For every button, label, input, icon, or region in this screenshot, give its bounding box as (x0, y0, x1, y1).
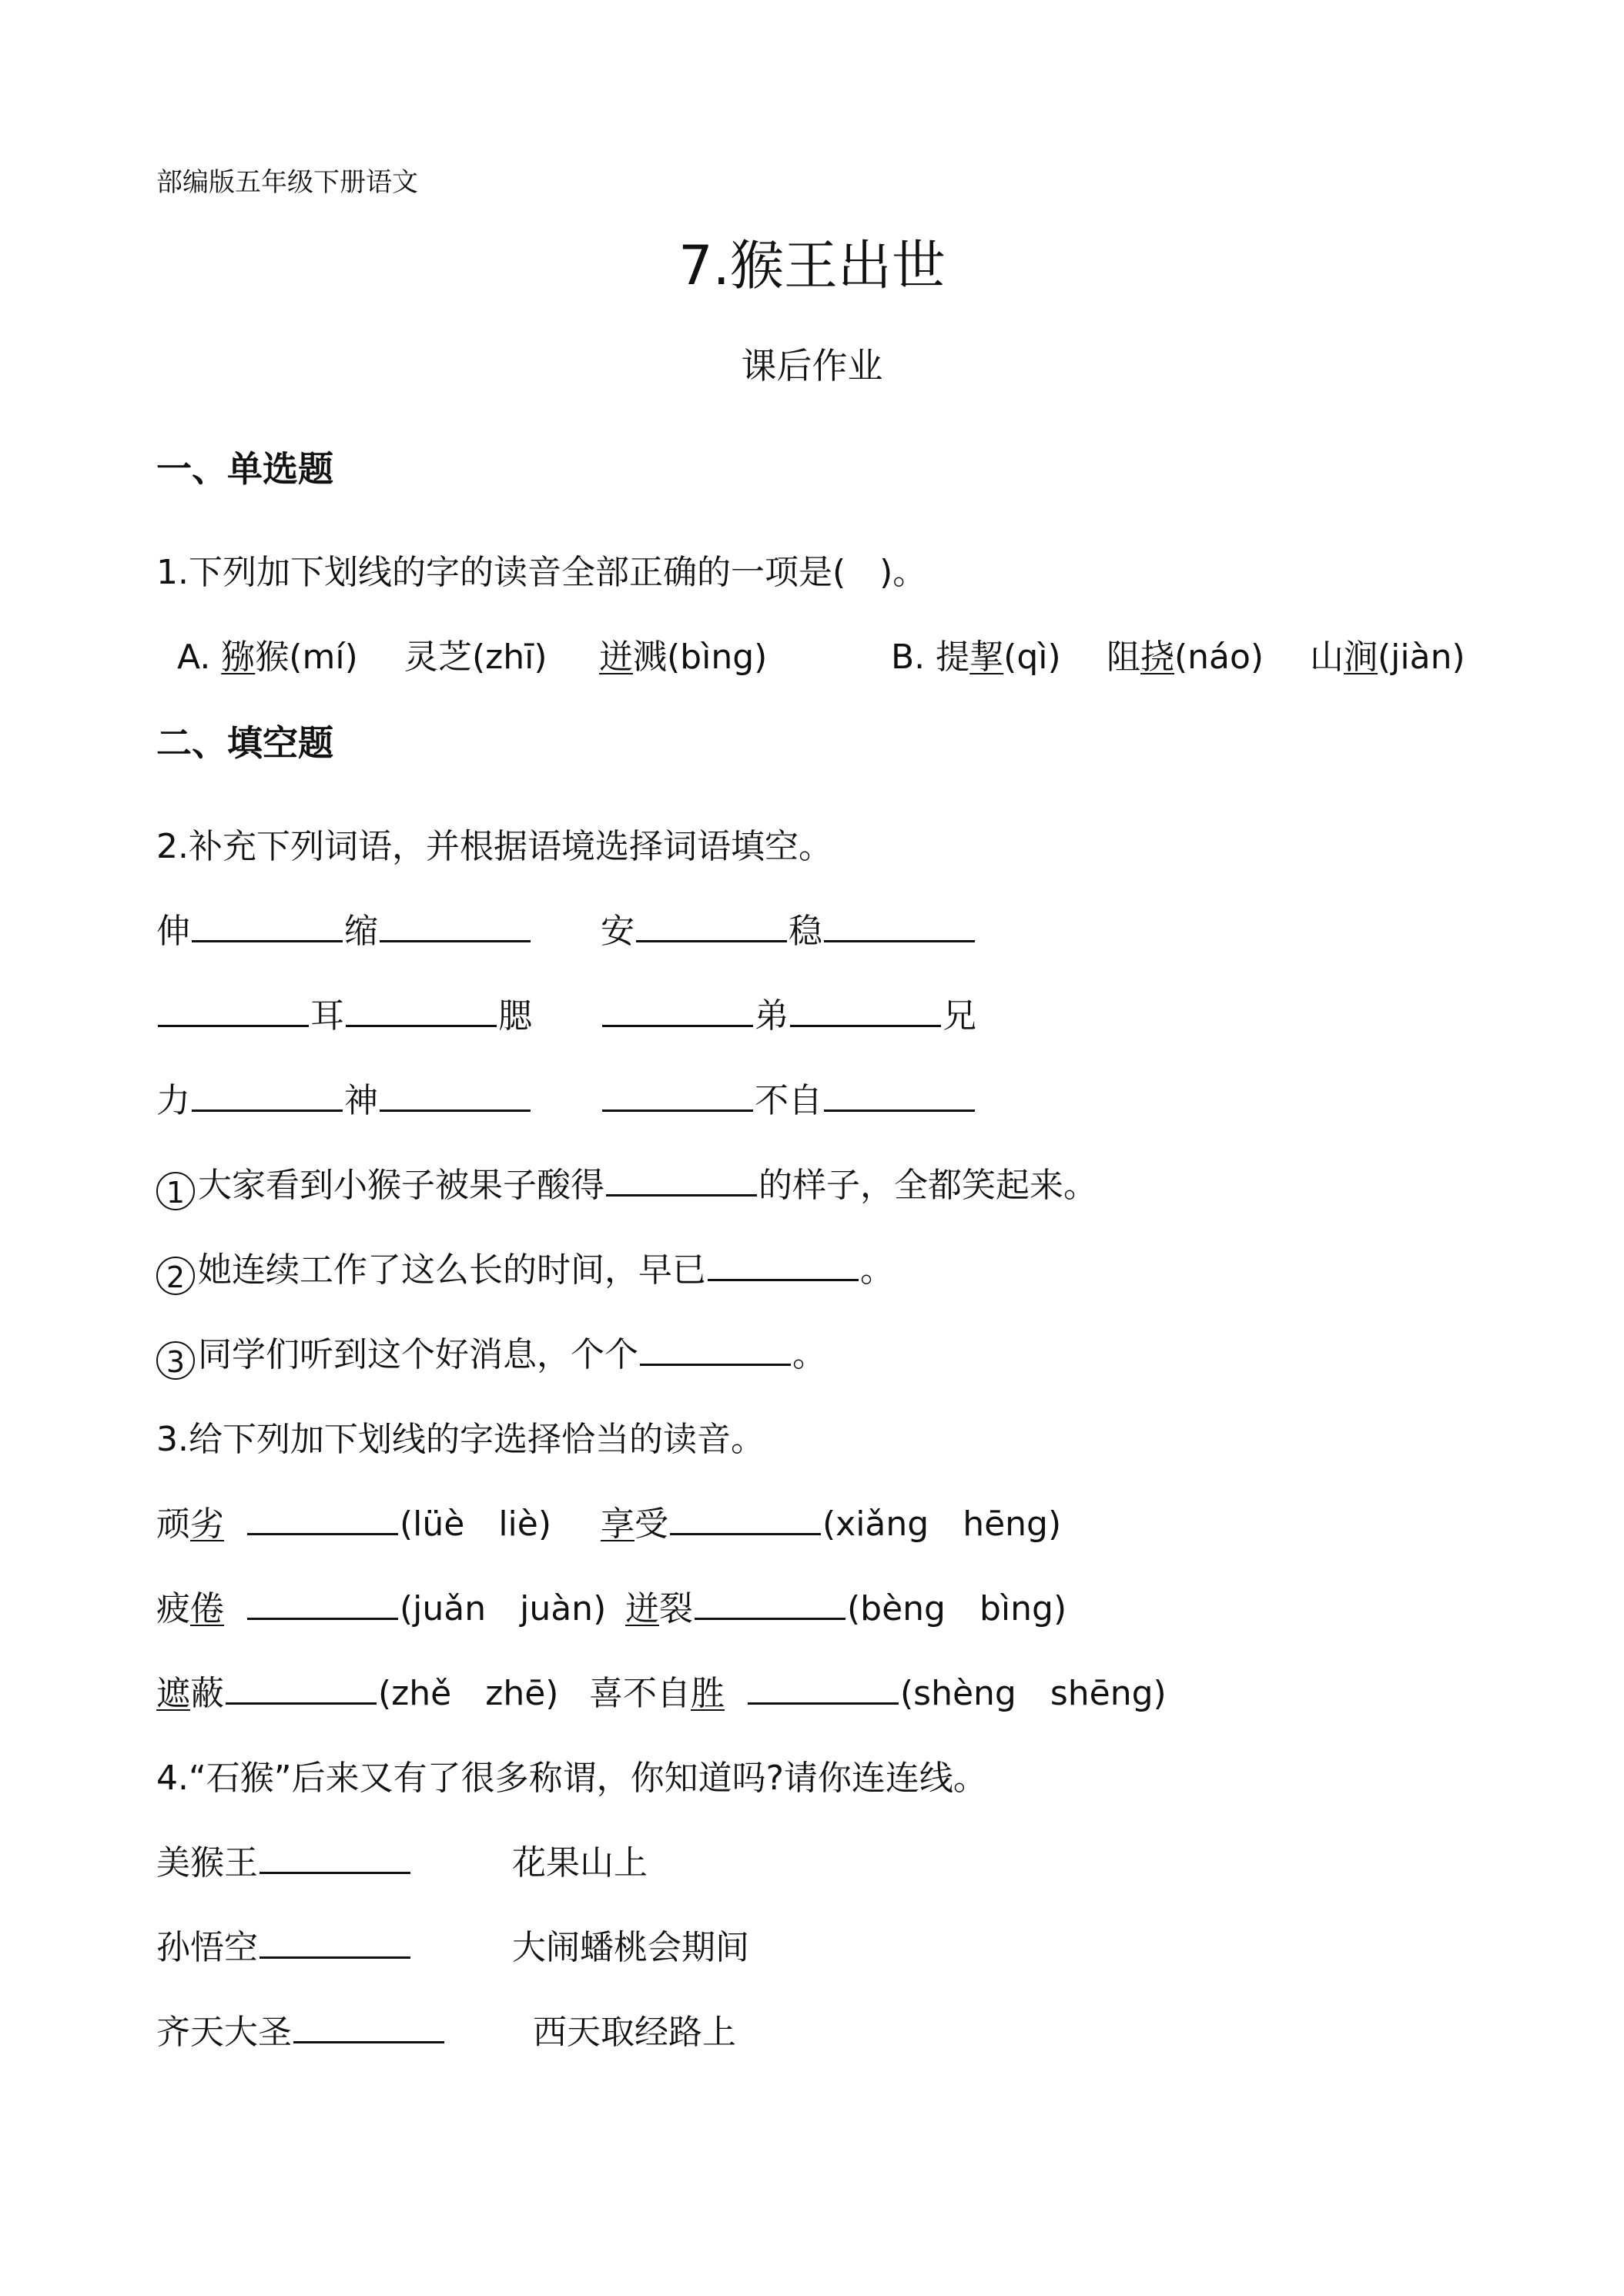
q4-right-3: 西天取经路上 (533, 2013, 736, 2052)
q1-option-b-label: B. (891, 638, 926, 677)
section-heading-single-choice: 一、单选题 (156, 448, 333, 490)
blank-line[interactable] (158, 1025, 309, 1027)
circled-number-3: 3 (156, 1341, 195, 1380)
blank-line[interactable] (824, 940, 975, 942)
blank-line[interactable] (708, 1279, 859, 1281)
circled-number-1: 1 (156, 1172, 195, 1210)
document-header: 部编版五年级下册语文 (156, 167, 418, 198)
blank-line[interactable] (380, 1110, 531, 1112)
q1-a1-rest: 猴(mí) (255, 638, 358, 677)
q1-a3-underlined: 迸 (599, 638, 633, 677)
q1-b2-underlined: 挠 (1140, 638, 1174, 677)
q3-item-1a: 顽劣 (lüè liè) (156, 1504, 552, 1544)
q2-word-2: 安 稳 (601, 915, 976, 949)
question-2-stem: 2.补充下列词语，并根据语境选择词语填空。 (156, 827, 832, 866)
q1-b3-rest: (jiàn) (1378, 638, 1465, 677)
q2-word-3: 耳 腮 (156, 999, 532, 1033)
q1-a2: 灵芝(zhī) (404, 638, 547, 677)
q1-b3-pre: 山 (1310, 638, 1344, 677)
q3-item-3b: 喜不自胜 (shèng shēng) (589, 1674, 1167, 1713)
q3-item-2b: 迸裂 (bèng bìng) (625, 1589, 1067, 1628)
q3-item-3a: 遮蔽 (zhě zhē) (156, 1674, 559, 1713)
q2-word-4: 弟 兄 (601, 999, 976, 1033)
q2-word-6: 不自 (601, 1084, 976, 1118)
q2-word-5: 力 神 (156, 1084, 532, 1118)
q1-b2-pre: 阻 (1107, 638, 1140, 677)
q1-b3 (1310, 638, 1465, 677)
blank-line[interactable] (606, 1194, 757, 1197)
page-title: 7.猴王出世 (678, 234, 946, 297)
blank-line[interactable] (346, 1025, 497, 1027)
q4-left-3: 齐天大圣 (156, 2016, 446, 2050)
blank-line[interactable] (790, 1025, 941, 1027)
q1-b1-rest: (qì) (1003, 638, 1061, 677)
blank-line[interactable] (247, 1618, 398, 1620)
q1-option-b (891, 638, 1061, 677)
blank-line[interactable] (748, 1702, 899, 1705)
q2-sentence-1: 1 大家看到小猴子被果子酸得 的样子，全都笑起来。 (156, 1169, 1097, 1210)
section-heading-fill-blank: 二、填空题 (156, 722, 333, 764)
q1-a3 (599, 638, 768, 677)
q3-item-1b: 享受 (xiǎng hēng) (601, 1504, 1062, 1544)
blank-line[interactable] (293, 2041, 444, 2043)
blank-line[interactable] (192, 940, 343, 942)
blank-line[interactable] (670, 1533, 821, 1535)
q4-left-1: 美猴王 (156, 1846, 412, 1880)
blank-line[interactable] (380, 940, 531, 942)
q2-word-1: 伸 缩 (156, 915, 532, 949)
q4-left-2: 孙悟空 (156, 1931, 412, 1965)
q1-b3-underlined: 涧 (1344, 638, 1378, 677)
blank-line[interactable] (602, 1110, 753, 1112)
q1-b1-pre: 提 (936, 638, 970, 677)
circled-number-2: 2 (156, 1257, 195, 1295)
q1-b2 (1107, 638, 1264, 677)
blank-line[interactable] (824, 1110, 975, 1112)
blank-line[interactable] (247, 1533, 398, 1535)
q4-right-2: 大闹蟠桃会期间 (512, 1928, 749, 1967)
page-subtitle: 课后作业 (741, 345, 883, 387)
blank-line[interactable] (640, 1364, 791, 1366)
q1-b2-rest: (náo) (1174, 638, 1264, 677)
q2-sentence-2: 2 她连续工作了这么长的时间，早已 。 (156, 1253, 894, 1295)
question-3-stem: 3.给下列加下划线的字选择恰当的读音。 (156, 1420, 765, 1459)
blank-line[interactable] (260, 1872, 410, 1874)
blank-line[interactable] (192, 1110, 343, 1112)
q3-item-2a: 疲倦 (juǎn juàn) (156, 1589, 607, 1628)
q4-right-1: 花果山上 (512, 1843, 648, 1883)
q1-a3-rest: 溅(bìng) (633, 638, 768, 677)
q1-b1-underlined: 挈 (969, 638, 1004, 677)
q2-sentence-3: 3 同学们听到这个好消息，个个 。 (156, 1338, 826, 1380)
blank-line[interactable] (226, 1702, 377, 1705)
q1-a1-underlined: 猕 (221, 638, 256, 677)
blank-line[interactable] (636, 940, 787, 942)
blank-line[interactable] (260, 1956, 410, 1959)
question-1-stem: 1.下列加下划线的字的读音全部正确的一项是( )。 (156, 553, 927, 592)
blank-line[interactable] (695, 1618, 845, 1620)
blank-line[interactable] (602, 1025, 753, 1027)
question-4-stem: 4.“石猴”后来又有了很多称谓，你知道吗?请你连连线。 (156, 1759, 987, 1798)
q1-option-a-label: A. (177, 638, 211, 677)
q1-option-a (177, 638, 358, 677)
